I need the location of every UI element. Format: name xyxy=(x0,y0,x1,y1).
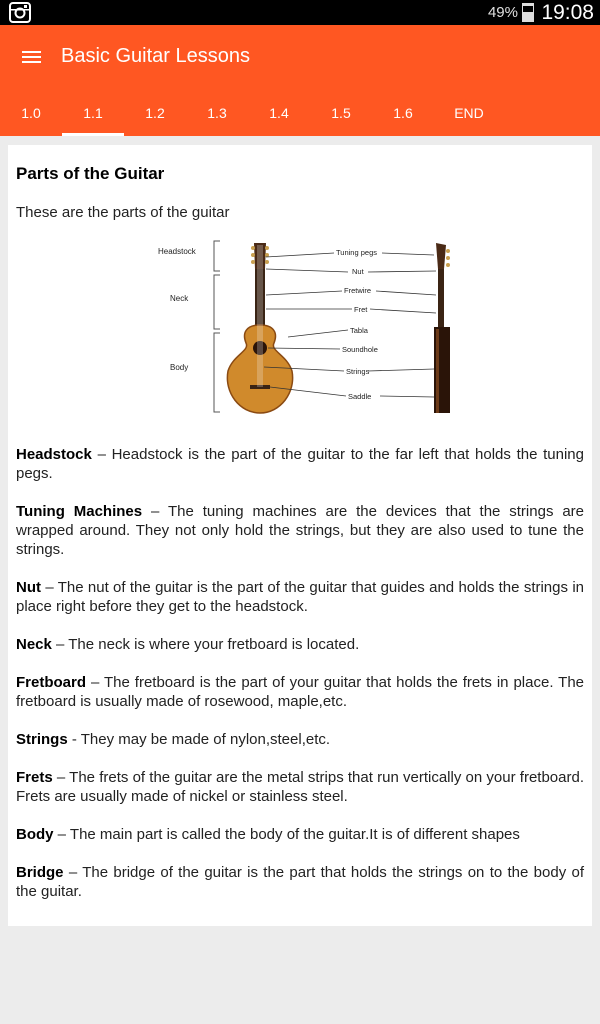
description: Headstock is the part of the guitar to the far left that holds the tuning pegs. xyxy=(16,446,584,482)
tab-1-3[interactable]: 1.3 xyxy=(207,105,227,121)
diagram-group-label: Body xyxy=(170,363,189,372)
description: The frets of the guitar are the metal strips that run vertically on your fretboard. Frets are usually made of nickel or stainless steel. xyxy=(16,769,584,805)
guitar-side-icon xyxy=(434,243,450,413)
page-title: Parts of the Guitar xyxy=(16,164,165,183)
instagram-notification-icon xyxy=(9,2,31,23)
definition-neck: Neck – The neck is where your fretboard is located. xyxy=(16,636,360,653)
tab-1-2[interactable]: 1.2 xyxy=(145,105,165,121)
tab-1-4[interactable]: 1.4 xyxy=(269,105,289,121)
term: Fretboard xyxy=(16,674,87,691)
battery-percentage: 49% xyxy=(487,4,518,21)
guitar-parts-diagram xyxy=(158,237,450,415)
definition-headstock: Headstock – Headstock is the part of the guitar to the far left that holds the tuning pegs. xyxy=(16,446,584,482)
battery-icon xyxy=(522,3,534,22)
diagram-part-label: Soundhole xyxy=(342,345,378,354)
diagram-group-label: Neck xyxy=(170,294,189,303)
description: The neck is where your fretboard is located. xyxy=(68,636,360,653)
definition-tuning-machines: Tuning Machines – The tuning machines are the devices that the strings are wrapped around. They not only hold the strings, but they are also used to tune the strings. xyxy=(16,503,585,558)
status-bar xyxy=(0,0,600,25)
term: Nut xyxy=(16,579,41,596)
lesson-card xyxy=(8,145,592,926)
term: Strings xyxy=(16,731,68,748)
definition-strings: Strings - They may be made of nylon,steel,etc. xyxy=(16,731,331,748)
tab-end[interactable]: END xyxy=(454,105,484,121)
guitar-front-icon xyxy=(227,243,292,413)
definition-fretboard: Fretboard – The fretboard is the part of your guitar that holds the frets in place. The fretboard is usually made of rosewood, maple,etc. xyxy=(16,674,585,710)
status-clock: 19:08 xyxy=(541,1,594,24)
lesson-tabs xyxy=(0,98,600,136)
diagram-part-label: Strings xyxy=(346,367,370,376)
definition-nut: Nut – The nut of the guitar is the part of the guitar that guides and holds the strings in place right before they get to the headstock. xyxy=(16,579,584,615)
term: Headstock xyxy=(16,446,92,463)
term: Frets xyxy=(16,769,53,786)
term: Body xyxy=(16,826,54,843)
definition-frets: Frets – The frets of the guitar are the metal strips that run vertically on your fretboard. Frets are usually made of nickel or stainless steel. xyxy=(16,769,584,805)
description: They may be made of nylon,steel,etc. xyxy=(80,731,331,748)
definition-bridge: Bridge – The bridge of the guitar is the part that holds the strings on to the body of the guitar. xyxy=(16,864,585,900)
term: Bridge xyxy=(16,864,64,881)
app-title: Basic Guitar Lessons xyxy=(61,45,250,67)
tab-1-6[interactable]: 1.6 xyxy=(393,105,413,121)
tab-1-5[interactable]: 1.5 xyxy=(331,105,351,121)
description: The tuning machines are the devices that the strings are wrapped around. They not only hold the strings, but they are also used to tune the strings. xyxy=(16,503,585,558)
description: The fretboard is the part of your guitar that holds the frets in place. The fretboard is usually made of rosewood, maple,etc. xyxy=(16,674,585,710)
diagram-part-label: Fretwire xyxy=(344,286,372,295)
term: Tuning Machines xyxy=(16,503,143,520)
diagram-part-label: Tuning pegs xyxy=(336,248,378,257)
intro-text: These are the parts of the guitar xyxy=(16,204,230,221)
tab-1-0[interactable]: 1.0 xyxy=(21,105,41,121)
diagram-part-label: Nut xyxy=(352,267,364,276)
hamburger-menu-icon[interactable] xyxy=(22,49,42,65)
definition-body: Body – The main part is called the body of the guitar.It is of different shapes xyxy=(16,826,520,843)
description: The nut of the guitar is the part of the guitar that guides and holds the strings in place right before they get to the headstock. xyxy=(16,579,584,615)
diagram-group-label: Headstock xyxy=(158,247,196,256)
tab-1-1[interactable]: 1.1 xyxy=(62,98,124,136)
app-bar xyxy=(0,25,600,136)
description: The main part is called the body of the guitar.It is of different shapes xyxy=(69,826,520,843)
diagram-part-label: Tabla xyxy=(350,326,368,335)
description: The bridge of the guitar is the part that holds the strings on to the body of the guitar. xyxy=(16,864,585,900)
diagram-part-label: Fret xyxy=(354,305,368,314)
term: Neck xyxy=(16,636,52,653)
diagram-part-label: Saddle xyxy=(348,392,372,401)
